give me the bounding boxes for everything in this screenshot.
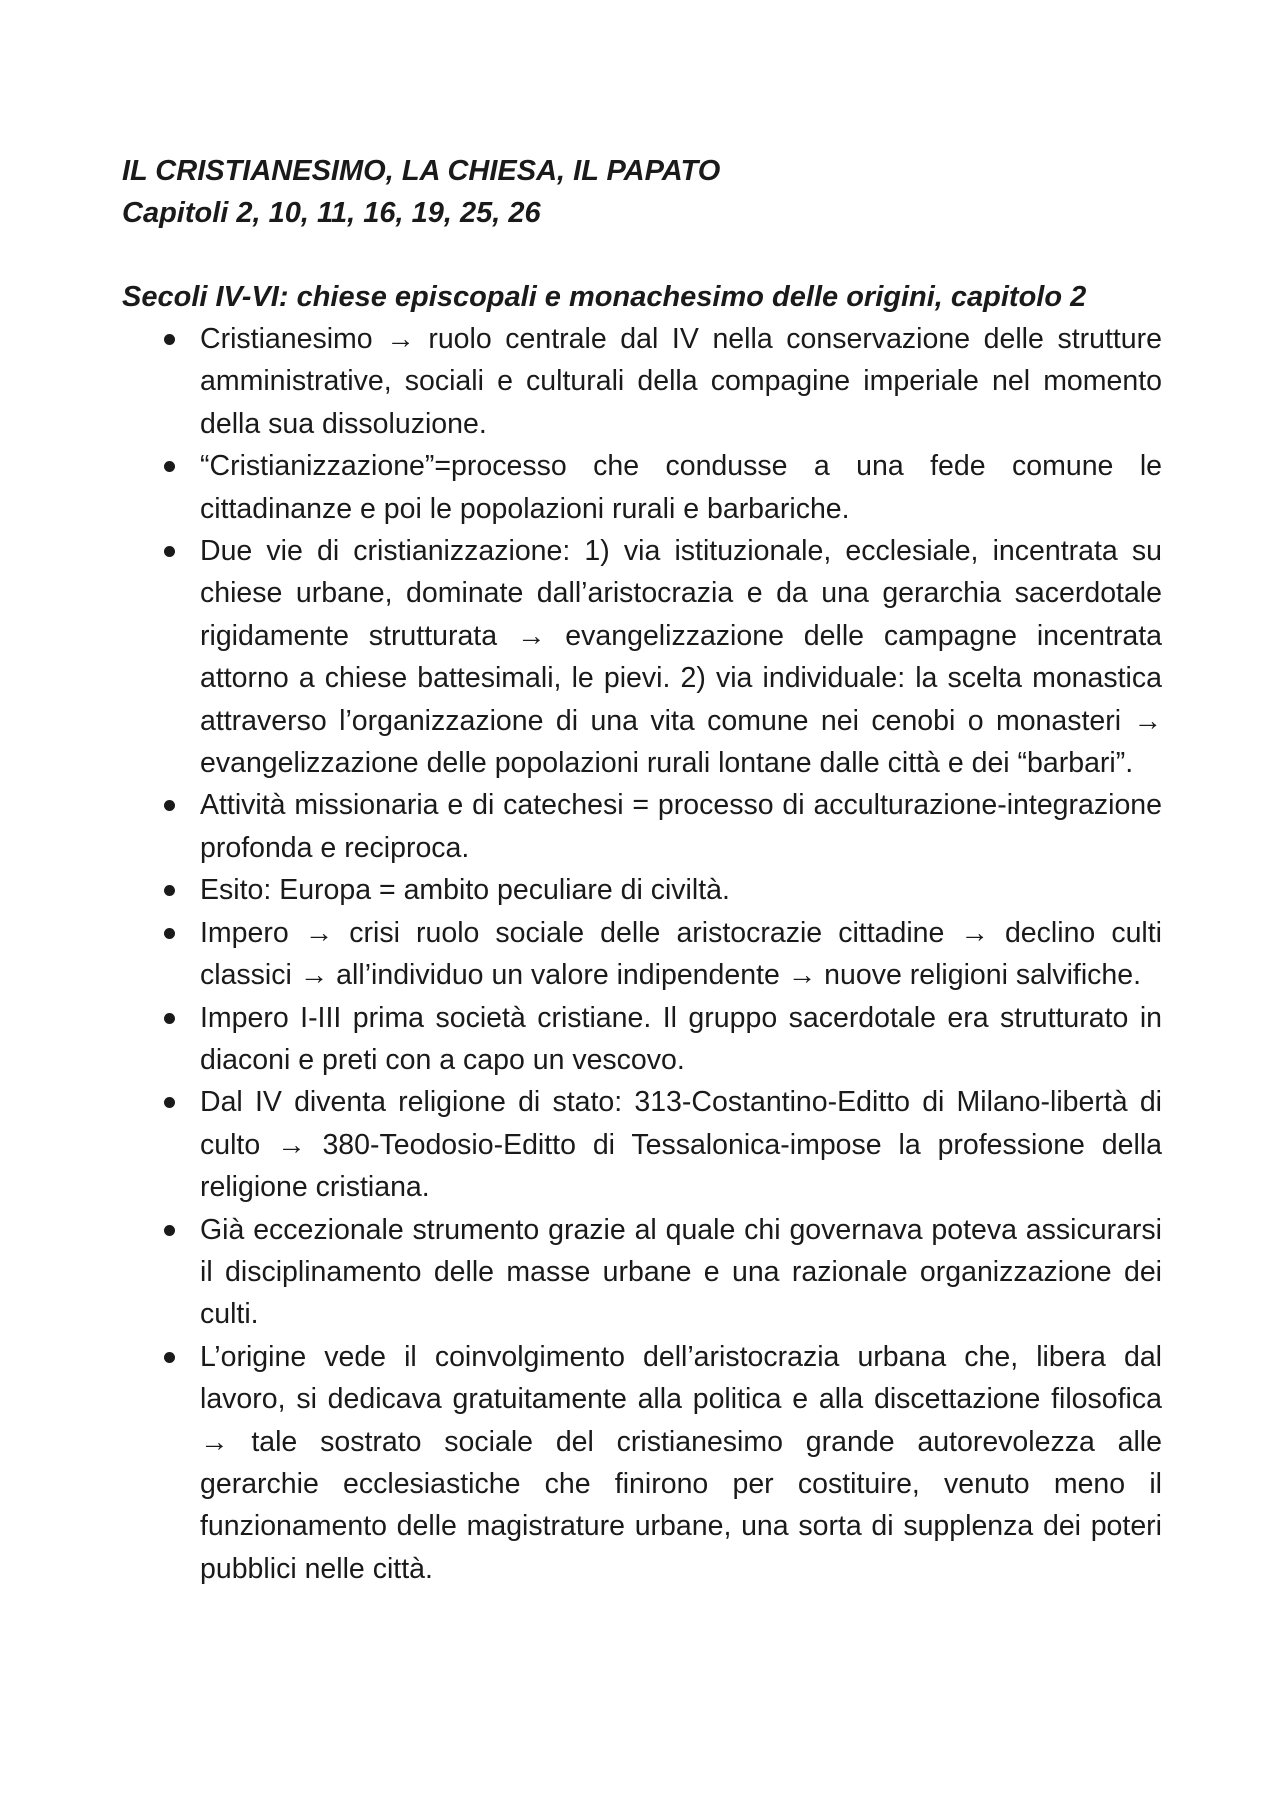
- list-item-text: Dal IV diventa religione di stato: 313-Costantino-Editto di Milano-libertà di culto → 380-Teodosio-Editto di Tessalonica-impose la professione della religione cristiana.: [200, 1086, 1162, 1204]
- list-item: [122, 1336, 1162, 1590]
- list-item-text: Impero I-III prima società cristiane. Il gruppo sacerdotale era strutturato in diaconi e preti con a capo un vescovo.: [200, 1001, 1162, 1076]
- list-item: [122, 997, 1162, 1082]
- list-item-text: “Cristianizzazione”=processo che condusse a una fede comune le cittadinanze e poi le popolazioni rurali e barbariche.: [200, 450, 1162, 525]
- chapters-subtitle: Capitoli 2, 10, 11, 16, 19, 25, 26: [122, 197, 541, 229]
- bullet-dot-icon: [164, 334, 175, 345]
- bullet-dot-icon: [164, 800, 175, 811]
- bullet-dot-icon: [164, 1352, 175, 1363]
- section-heading: Secoli IV-VI: chiese episcopali e monachesimo delle origini, capitolo 2: [122, 281, 1087, 313]
- list-item-text: Cristianesimo → ruolo centrale dal IV nella conservazione delle strutture amministrative, sociali e culturali della compagine imperiale nel momento della sua dissoluzione.: [200, 323, 1162, 440]
- list-item: [122, 912, 1162, 997]
- list-item-text: L’origine vede il coinvolgimento dell’aristocrazia urbana che, libera dal lavoro, si dedicava gratuitamente alla politica e alla discettazione filosofica → tale sostrato sociale del cristianesimo grande autorevolezza alle gerarchie ecclesiastiche che finirono per costituire, venuto meno il funzionamento delle magistrature urbane, una sorta di supplenza dei poteri pubblici nelle città.: [200, 1340, 1162, 1585]
- bullet-list: [122, 318, 1162, 1590]
- bullet-dot-icon: [164, 1097, 175, 1108]
- list-item: [122, 445, 1162, 530]
- document-title: IL CRISTIANESIMO, LA CHIESA, IL PAPATO: [122, 155, 721, 187]
- list-item: [122, 1081, 1162, 1208]
- list-item: [122, 869, 1162, 911]
- list-item: [122, 784, 1162, 869]
- list-item-text: Esito: Europa = ambito peculiare di civiltà.: [200, 874, 730, 907]
- list-item-text: Già eccezionale strumento grazie al quale chi governava poteva assicurarsi il disciplinamento delle masse urbane e una razionale organizzazione dei culti.: [200, 1213, 1162, 1331]
- bullet-dot-icon: [164, 885, 175, 896]
- list-item-text: Impero → crisi ruolo sociale delle aristocrazie cittadine → declino culti classici → all’individuo un valore indipendente → nuove religioni salvifiche.: [200, 916, 1162, 992]
- bullet-dot-icon: [164, 1225, 175, 1236]
- bullet-dot-icon: [164, 546, 175, 557]
- document-page: [122, 150, 1162, 1590]
- list-item: [122, 318, 1162, 445]
- list-item-text: Due vie di cristianizzazione: 1) via istituzionale, ecclesiale, incentrata su chiese urbane, dominate dall’aristocrazia e da una gerarchia sacerdotale rigidamente strutturata → evangelizzazione delle campagne incentrata attorno a chiese battesimali, le pievi. 2) via individuale: la scelta monastica attraverso l’organizzazione di una vita comune nei cenobi o monasteri → evangelizzazione delle popolazioni rurali lontane dalle città e dei “barbari”.: [200, 535, 1162, 780]
- bullet-dot-icon: [164, 1013, 175, 1024]
- bullet-dot-icon: [164, 461, 175, 472]
- bullet-dot-icon: [164, 928, 175, 939]
- list-item: [122, 1209, 1162, 1336]
- list-item: [122, 530, 1162, 784]
- list-item-text: Attività missionaria e di catechesi = processo di acculturazione-integrazione profonda e reciproca.: [200, 789, 1162, 864]
